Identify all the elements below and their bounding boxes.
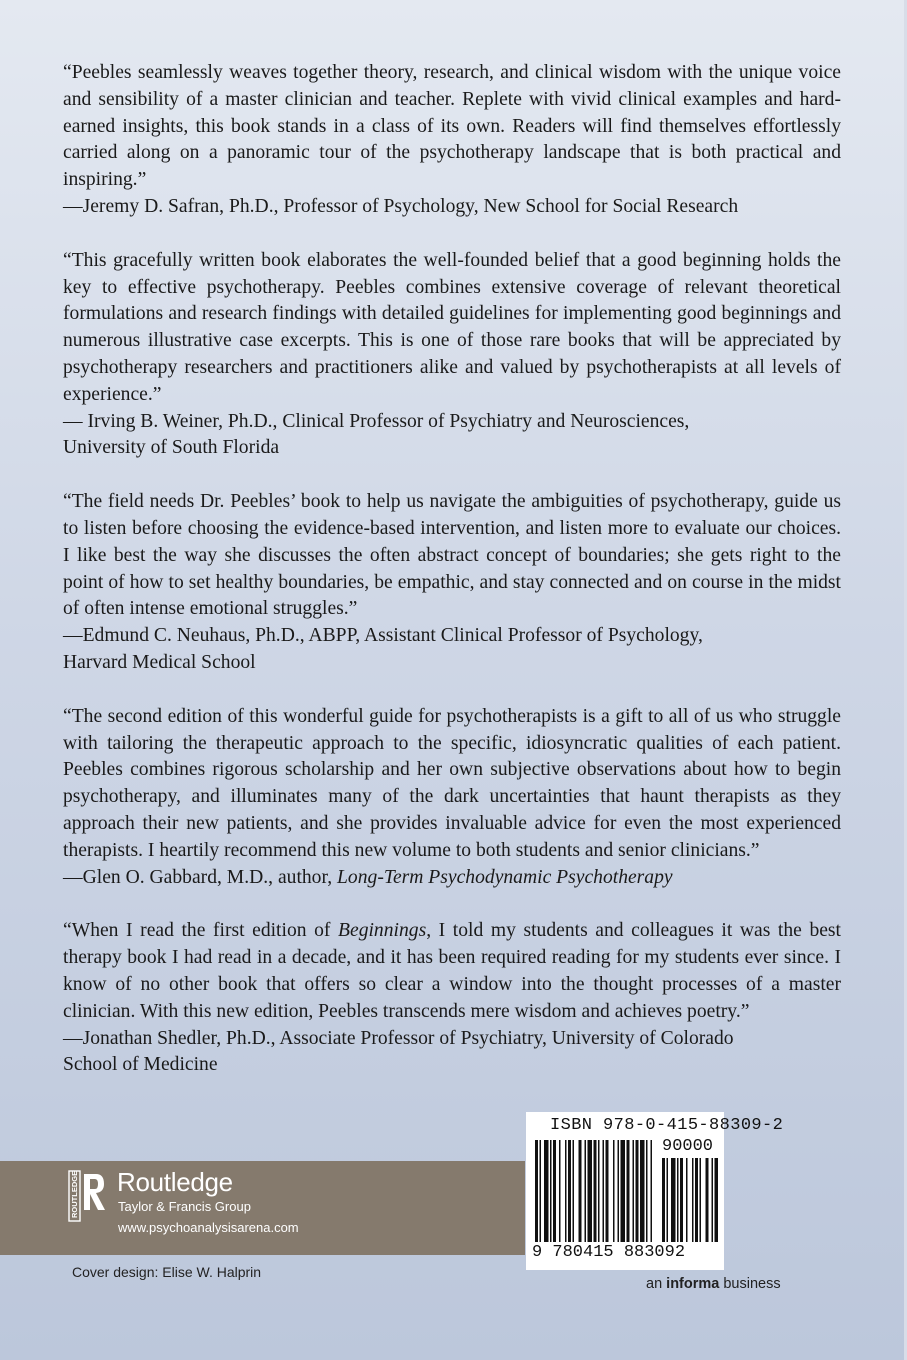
barcode-bar <box>618 1140 620 1242</box>
barcode-bar <box>535 1140 538 1242</box>
quote-text-before: “When I read the first edition of <box>63 920 339 942</box>
barcode-bar <box>565 1140 567 1242</box>
publisher-group: Taylor & Francis Group <box>118 1199 251 1214</box>
attribution-line: Harvard Medical School <box>63 651 256 673</box>
barcode-bar <box>636 1140 639 1242</box>
barcode-bar <box>573 1140 575 1242</box>
price-code: 90000 <box>662 1137 714 1156</box>
quote-text: “The field needs Dr. Peebles’ book to help us navigate the ambiguities of psychotherapy, guide us to listen before choosing the evidence-based intervention, and listen more to evaluate our choices. I like best the way she discusses the often abstract concept of boundaries; she gets right to the point of how to set healthy boundaries, be empathic, and stay connected and on course in the midst of often intense emotional struggles.” <box>63 491 841 620</box>
logo-wordmark: ROUTLEDGE <box>70 1170 79 1218</box>
barcode-bar <box>598 1140 600 1242</box>
barcode-bar <box>677 1158 679 1242</box>
barcode-bar <box>667 1158 669 1242</box>
barcode-bar <box>646 1140 648 1242</box>
barcode-bar <box>692 1158 694 1242</box>
barcode-bar <box>700 1158 702 1242</box>
barcode-bar <box>585 1140 587 1242</box>
informa-tagline <box>646 1276 781 1292</box>
book-title: Beginnings <box>338 920 427 942</box>
informa-prefix: an <box>646 1276 667 1292</box>
publisher-name: Routledge <box>117 1167 233 1197</box>
quote-text: “Peebles seamlessly weaves together theory, research, and clinical wisdom with the unique voice and sensibility of a master clinician and teacher. Replete with vivid clinical examples and hard-earned insights, this book stands in a class of its own. Readers will find themselves effortlessly carried along on a panoramic tour of the psychotherapy landscape that is both practical and inspiring.” <box>63 62 841 191</box>
barcode-bar <box>594 1140 597 1242</box>
barcode-bar <box>550 1140 552 1242</box>
isbn-label: ISBN 978-0-415-88309-2 <box>550 1116 784 1135</box>
ean-number: 9 780415 883092 <box>532 1243 686 1262</box>
barcode-bar <box>633 1140 635 1242</box>
barcode-bar <box>559 1140 561 1242</box>
informa-suffix: business <box>719 1276 781 1292</box>
barcode-bar <box>662 1158 665 1242</box>
barcode-bar <box>686 1158 688 1242</box>
attribution-line: School of Medicine <box>63 1054 218 1076</box>
barcode-bar <box>706 1158 709 1242</box>
barcode-bar <box>613 1140 615 1242</box>
barcode-bar <box>568 1140 571 1242</box>
barcode-bar <box>544 1140 549 1242</box>
barcode-bar <box>553 1140 556 1242</box>
attribution-line: — Irving B. Weiner, Ph.D., Clinical Professor of Psychiatry and Neurosciences, <box>63 410 690 432</box>
barcode-bar <box>606 1140 609 1242</box>
book-title: Long-Term Psychodynamic Psychotherapy <box>337 866 673 888</box>
barcode-bar <box>671 1158 676 1242</box>
barcode-bar <box>712 1158 714 1242</box>
barcode-bar <box>579 1140 582 1242</box>
barcode-bar <box>715 1158 719 1242</box>
publisher-url[interactable]: www.psychoanalysisarena.com <box>118 1220 299 1235</box>
cover-design-credit: Cover design: Elise W. Halprin <box>72 1264 262 1280</box>
attribution-line: University of South Florida <box>63 437 280 459</box>
barcode-bar <box>680 1158 683 1242</box>
barcode-bar <box>695 1158 698 1242</box>
informa-brand: informa <box>666 1276 720 1292</box>
attribution-line: —Jonathan Shedler, Ph.D., Associate Professor of Psychiatry, University of Colorado <box>63 1027 734 1049</box>
attribution-prefix: —Glen O. Gabbard, M.D., author, <box>63 866 338 888</box>
barcode-bar <box>588 1140 593 1242</box>
barcode-bar <box>640 1140 645 1242</box>
quote-text: “The second edition of this wonderful guide for psychotherapists is a gift to all of us who struggle with tailoring the therapeutic approach to the specific, idiosyncratic qualities of each patient. Peebles combines rigorous scholarship and her own subjective observations about how to begin psychotherapy, and illuminates many of the dark uncertainties that haunt therapists as they approach their new patients, and she provides invaluable advice for even the most experienced therapists. I heartily recommend this new volume to both students and senior clinicians.” <box>63 705 841 861</box>
attribution-line: —Edmund C. Neuhaus, Ph.D., ABPP, Assistant Clinical Professor of Psychology, <box>63 625 703 647</box>
barcode-bar <box>651 1140 653 1242</box>
barcode-bar <box>603 1140 605 1242</box>
barcode-bar <box>627 1140 630 1242</box>
quote-attribution: —Jeremy D. Safran, Ph.D., Professor of Psychology, New School for Social Research <box>63 195 739 217</box>
barcode-bar <box>540 1140 542 1242</box>
quote-text-after: , I told my students and colleagues it was the best therapy book I had read in a decade, and it has been required reading for my students ever since. I know of no other book that offers so clear a window into the thought processes of a master clinician. With this new edition, Peebles transcends mere wisdom and achieves poetry.” <box>63 920 842 1022</box>
quote-text: “This gracefully written book elaborates the well-founded belief that a good beginning holds the key to effective psychotherapy. Peebles combines extensive coverage of relevant theoretical formulations and research findings with detailed guidelines for implementing good beginnings and numerous illustrative case excerpts. This is one of those rare books that will be appreciated by psychotherapy researchers and practitioners alike and valued by psychotherapists at all levels of experience.” <box>63 249 841 405</box>
barcode-bar <box>621 1140 626 1242</box>
